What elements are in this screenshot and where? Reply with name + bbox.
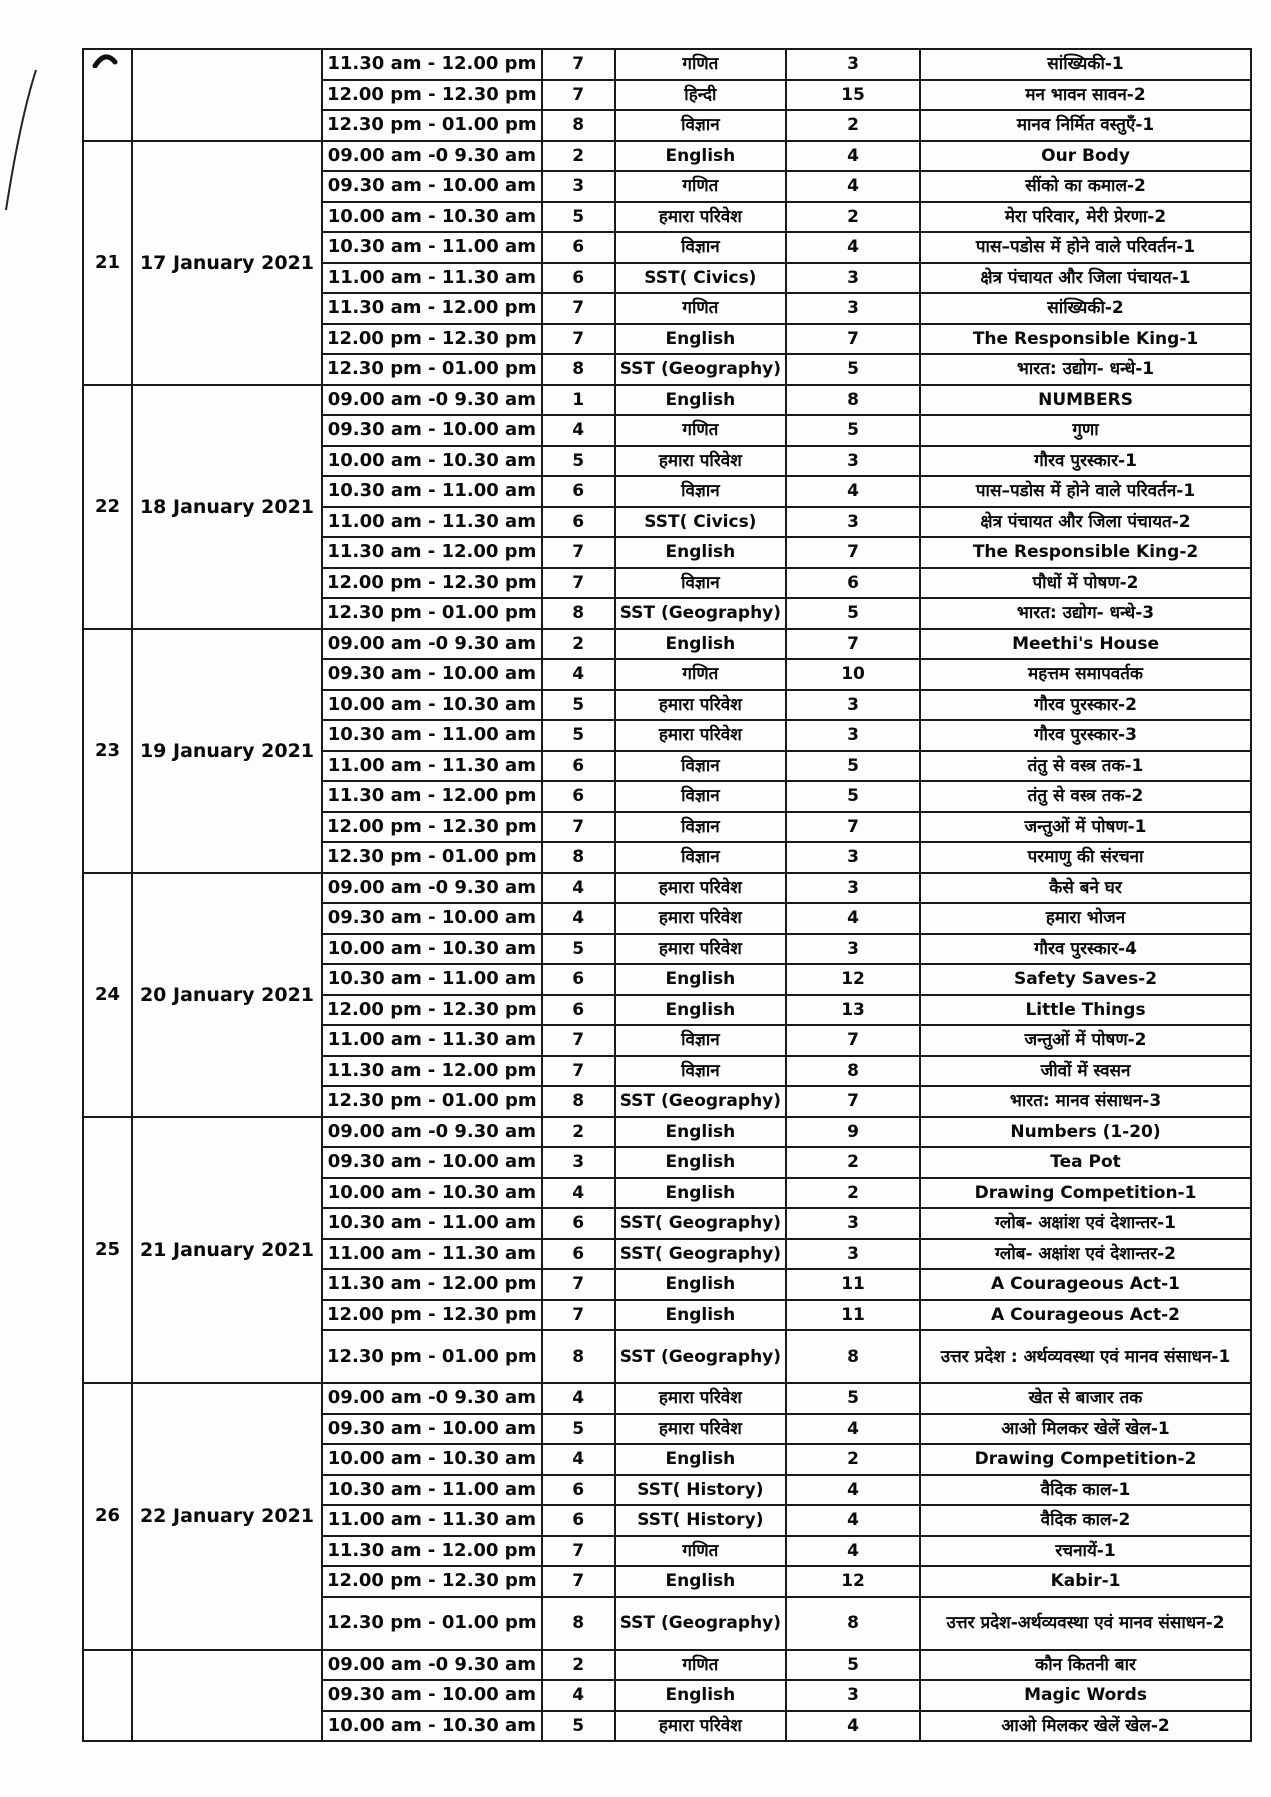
chapter-cell: 5 <box>786 781 920 812</box>
chapter-cell: 3 <box>786 507 920 538</box>
time-slot-cell: 10.30 am - 11.00 am <box>322 964 542 995</box>
subject-cell: English <box>615 1444 786 1475</box>
class-cell: 5 <box>542 202 615 233</box>
table-row <box>83 141 1251 172</box>
topic-cell: गौरव पुरस्कार-3 <box>920 720 1251 751</box>
class-cell: 6 <box>542 1475 615 1506</box>
table-row <box>83 1650 1251 1681</box>
topic-cell: A Courageous Act-1 <box>920 1269 1251 1300</box>
subject-cell: विज्ञान <box>615 110 786 141</box>
topic-cell: मेरा परिवार, मेरी प्रेरणा-2 <box>920 202 1251 233</box>
class-cell: 6 <box>542 964 615 995</box>
chapter-cell: 13 <box>786 995 920 1026</box>
topic-cell: भारत: मानव संसाधन-3 <box>920 1086 1251 1117</box>
subject-cell: SST (Geography) <box>615 1086 786 1117</box>
time-slot-cell: 09.00 am -0 9.30 am <box>322 873 542 904</box>
time-slot-cell: 11.30 am - 12.00 pm <box>322 1269 542 1300</box>
chapter-cell: 3 <box>786 1239 920 1270</box>
time-slot-cell: 11.00 am - 11.30 am <box>322 507 542 538</box>
chapter-cell: 2 <box>786 1178 920 1209</box>
topic-cell: उत्तर प्रदेश : अर्थव्यवस्था एवं मानव संसाधन-1 <box>920 1330 1251 1383</box>
date-cell: 21 January 2021 <box>132 1117 322 1384</box>
subject-cell: हिन्दी <box>615 80 786 111</box>
chapter-cell: 3 <box>786 690 920 721</box>
table-row <box>83 1383 1251 1414</box>
subject-cell: English <box>615 1566 786 1597</box>
class-cell: 8 <box>542 1330 615 1383</box>
topic-cell: NUMBERS <box>920 385 1251 416</box>
topic-cell: आओ मिलकर खेलें खेल-2 <box>920 1711 1251 1742</box>
date-cell: 22 January 2021 <box>132 1383 322 1650</box>
subject-cell: गणित <box>615 171 786 202</box>
class-cell: 7 <box>542 324 615 355</box>
time-slot-cell: 11.00 am - 11.30 am <box>322 1025 542 1056</box>
time-slot-cell: 12.00 pm - 12.30 pm <box>322 812 542 843</box>
time-slot-cell: 10.00 am - 10.30 am <box>322 1711 542 1742</box>
chapter-cell: 4 <box>786 903 920 934</box>
subject-cell: SST( Geography) <box>615 1208 786 1239</box>
class-cell: 3 <box>542 1147 615 1178</box>
class-cell: 5 <box>542 690 615 721</box>
time-slot-cell: 11.30 am - 12.00 pm <box>322 49 542 80</box>
topic-cell: ग्लोब- अक्षांश एवं देशान्तर-1 <box>920 1208 1251 1239</box>
class-cell: 2 <box>542 1117 615 1148</box>
class-cell: 4 <box>542 659 615 690</box>
time-slot-cell: 11.30 am - 12.00 pm <box>322 781 542 812</box>
chapter-cell: 2 <box>786 202 920 233</box>
topic-cell: Tea Pot <box>920 1147 1251 1178</box>
subject-cell: विज्ञान <box>615 812 786 843</box>
table-row <box>83 49 1251 80</box>
chapter-cell: 3 <box>786 293 920 324</box>
chapter-cell: 7 <box>786 812 920 843</box>
time-slot-cell: 10.00 am - 10.30 am <box>322 1444 542 1475</box>
topic-cell: सींको का कमाल-2 <box>920 171 1251 202</box>
topic-cell: गौरव पुरस्कार-2 <box>920 690 1251 721</box>
table-row <box>83 385 1251 416</box>
class-cell: 6 <box>542 1239 615 1270</box>
serial-number-cell: 22 <box>83 385 132 629</box>
chapter-cell: 6 <box>786 568 920 599</box>
time-slot-cell: 11.00 am - 11.30 am <box>322 263 542 294</box>
time-slot-cell: 12.00 pm - 12.30 pm <box>322 324 542 355</box>
class-cell: 7 <box>542 1025 615 1056</box>
serial-number-cell: 25 <box>83 1117 132 1384</box>
class-cell: 8 <box>542 1597 615 1650</box>
subject-cell: SST( Civics) <box>615 263 786 294</box>
topic-cell: क्षेत्र पंचायत और जिला पंचायत-2 <box>920 507 1251 538</box>
topic-cell: Meethi's House <box>920 629 1251 660</box>
class-cell: 8 <box>542 598 615 629</box>
topic-cell: Drawing Competition-2 <box>920 1444 1251 1475</box>
class-cell: 6 <box>542 1208 615 1239</box>
topic-cell: मानव निर्मित वस्तुएँ-1 <box>920 110 1251 141</box>
scan-mark-icon <box>0 60 40 220</box>
time-slot-cell: 09.30 am - 10.00 am <box>322 1414 542 1445</box>
chapter-cell: 7 <box>786 629 920 660</box>
time-slot-cell: 09.30 am - 10.00 am <box>322 171 542 202</box>
chapter-cell: 4 <box>786 171 920 202</box>
subject-cell: English <box>615 995 786 1026</box>
topic-cell: उत्तर प्रदेश-अर्थव्यवस्था एवं मानव संसाधन-2 <box>920 1597 1251 1650</box>
subject-cell: विज्ञान <box>615 781 786 812</box>
time-slot-cell: 11.30 am - 12.00 pm <box>322 1056 542 1087</box>
chapter-cell: 9 <box>786 1117 920 1148</box>
serial-number-cell: 26 <box>83 1383 132 1650</box>
subject-cell: हमारा परिवेश <box>615 1414 786 1445</box>
subject-cell: विज्ञान <box>615 1025 786 1056</box>
subject-cell: हमारा परिवेश <box>615 1711 786 1742</box>
time-slot-cell: 10.00 am - 10.30 am <box>322 1178 542 1209</box>
chapter-cell: 4 <box>786 1505 920 1536</box>
subject-cell: SST( Geography) <box>615 1239 786 1270</box>
subject-cell: English <box>615 1680 786 1711</box>
class-cell: 7 <box>542 568 615 599</box>
subject-cell: English <box>615 141 786 172</box>
date-cell <box>132 49 322 141</box>
chapter-cell: 7 <box>786 537 920 568</box>
chapter-cell: 3 <box>786 49 920 80</box>
chapter-cell: 2 <box>786 1147 920 1178</box>
class-cell: 7 <box>542 293 615 324</box>
topic-cell: सांख्यिकी-2 <box>920 293 1251 324</box>
time-slot-cell: 12.30 pm - 01.00 pm <box>322 1086 542 1117</box>
class-cell: 6 <box>542 751 615 782</box>
subject-cell: English <box>615 1300 786 1331</box>
topic-cell: Little Things <box>920 995 1251 1026</box>
class-cell: 7 <box>542 1269 615 1300</box>
subject-cell: English <box>615 324 786 355</box>
class-cell: 2 <box>542 1650 615 1681</box>
time-slot-cell: 11.00 am - 11.30 am <box>322 1505 542 1536</box>
time-slot-cell: 12.00 pm - 12.30 pm <box>322 568 542 599</box>
chapter-cell: 5 <box>786 1650 920 1681</box>
subject-cell: विज्ञान <box>615 842 786 873</box>
topic-cell: महत्तम समापवर्तक <box>920 659 1251 690</box>
topic-cell: कैसे बने घर <box>920 873 1251 904</box>
time-slot-cell: 11.30 am - 12.00 pm <box>322 293 542 324</box>
chapter-cell: 2 <box>786 1444 920 1475</box>
subject-cell: हमारा परिवेश <box>615 720 786 751</box>
topic-cell: पास–पडोस में होने वाले परिवर्तन-1 <box>920 476 1251 507</box>
chapter-cell: 7 <box>786 1025 920 1056</box>
topic-cell: Drawing Competition-1 <box>920 1178 1251 1209</box>
topic-cell: जीवों में स्वसन <box>920 1056 1251 1087</box>
topic-cell: गुणा <box>920 415 1251 446</box>
class-cell: 8 <box>542 1086 615 1117</box>
class-cell: 4 <box>542 1383 615 1414</box>
topic-cell: आओ मिलकर खेलें खेल-1 <box>920 1414 1251 1445</box>
chapter-cell: 4 <box>786 1711 920 1742</box>
class-cell: 4 <box>542 415 615 446</box>
topic-cell: गौरव पुरस्कार-1 <box>920 446 1251 477</box>
time-slot-cell: 12.30 pm - 01.00 pm <box>322 1597 542 1650</box>
topic-cell: भारत: उद्योग- धन्धे-1 <box>920 354 1251 385</box>
chapter-cell: 8 <box>786 1597 920 1650</box>
topic-cell: क्षेत्र पंचायत और जिला पंचायत-1 <box>920 263 1251 294</box>
date-cell: 20 January 2021 <box>132 873 322 1117</box>
broadcast-schedule-table <box>82 48 1252 1742</box>
subject-cell: हमारा परिवेश <box>615 202 786 233</box>
chapter-cell: 3 <box>786 1680 920 1711</box>
topic-cell: ग्लोब- अक्षांश एवं देशान्तर-2 <box>920 1239 1251 1270</box>
class-cell: 7 <box>542 1566 615 1597</box>
topic-cell: सांख्यिकी-1 <box>920 49 1251 80</box>
subject-cell: SST (Geography) <box>615 1597 786 1650</box>
chapter-cell: 3 <box>786 446 920 477</box>
time-slot-cell: 12.30 pm - 01.00 pm <box>322 842 542 873</box>
topic-cell: मन भावन सावन-2 <box>920 80 1251 111</box>
time-slot-cell: 09.30 am - 10.00 am <box>322 659 542 690</box>
chapter-cell: 5 <box>786 598 920 629</box>
time-slot-cell: 10.30 am - 11.00 am <box>322 232 542 263</box>
class-cell: 5 <box>542 720 615 751</box>
topic-cell: Safety Saves-2 <box>920 964 1251 995</box>
chapter-cell: 3 <box>786 842 920 873</box>
subject-cell: English <box>615 1269 786 1300</box>
chapter-cell: 5 <box>786 354 920 385</box>
time-slot-cell: 10.00 am - 10.30 am <box>322 202 542 233</box>
topic-cell: Magic Words <box>920 1680 1251 1711</box>
class-cell: 8 <box>542 354 615 385</box>
time-slot-cell: 09.00 am -0 9.30 am <box>322 1117 542 1148</box>
time-slot-cell: 12.30 pm - 01.00 pm <box>322 110 542 141</box>
topic-cell: तंतु से वस्त्र तक-2 <box>920 781 1251 812</box>
topic-cell: हमारा भोजन <box>920 903 1251 934</box>
chapter-cell: 4 <box>786 232 920 263</box>
class-cell: 7 <box>542 1300 615 1331</box>
topic-cell: Our Body <box>920 141 1251 172</box>
class-cell: 6 <box>542 1505 615 1536</box>
class-cell: 6 <box>542 263 615 294</box>
class-cell: 4 <box>542 903 615 934</box>
class-cell: 4 <box>542 1444 615 1475</box>
time-slot-cell: 12.30 pm - 01.00 pm <box>322 354 542 385</box>
chapter-cell: 7 <box>786 324 920 355</box>
subject-cell: गणित <box>615 1536 786 1567</box>
topic-cell: भारत: उद्योग- धन्धे-3 <box>920 598 1251 629</box>
subject-cell: SST( Civics) <box>615 507 786 538</box>
time-slot-cell: 12.00 pm - 12.30 pm <box>322 80 542 111</box>
topic-cell: कौन कितनी बार <box>920 1650 1251 1681</box>
chapter-cell: 3 <box>786 263 920 294</box>
serial-number-cell <box>83 49 132 141</box>
chapter-cell: 8 <box>786 1330 920 1383</box>
chapter-cell: 10 <box>786 659 920 690</box>
topic-cell: The Responsible King-1 <box>920 324 1251 355</box>
subject-cell: English <box>615 629 786 660</box>
time-slot-cell: 09.00 am -0 9.30 am <box>322 1383 542 1414</box>
class-cell: 4 <box>542 873 615 904</box>
time-slot-cell: 09.00 am -0 9.30 am <box>322 385 542 416</box>
time-slot-cell: 10.30 am - 11.00 am <box>322 476 542 507</box>
chapter-cell: 15 <box>786 80 920 111</box>
time-slot-cell: 09.30 am - 10.00 am <box>322 415 542 446</box>
class-cell: 6 <box>542 781 615 812</box>
topic-cell: पास–पडोस में होने वाले परिवर्तन-1 <box>920 232 1251 263</box>
subject-cell: English <box>615 1147 786 1178</box>
subject-cell: विज्ञान <box>615 1056 786 1087</box>
chapter-cell: 3 <box>786 1208 920 1239</box>
time-slot-cell: 10.00 am - 10.30 am <box>322 934 542 965</box>
time-slot-cell: 09.00 am -0 9.30 am <box>322 141 542 172</box>
class-cell: 6 <box>542 995 615 1026</box>
class-cell: 6 <box>542 476 615 507</box>
chapter-cell: 12 <box>786 964 920 995</box>
subject-cell: हमारा परिवेश <box>615 934 786 965</box>
chapter-cell: 3 <box>786 934 920 965</box>
chapter-cell: 4 <box>786 141 920 172</box>
topic-cell: गौरव पुरस्कार-4 <box>920 934 1251 965</box>
time-slot-cell: 11.00 am - 11.30 am <box>322 1239 542 1270</box>
chapter-cell: 5 <box>786 751 920 782</box>
subject-cell: SST( History) <box>615 1475 786 1506</box>
time-slot-cell: 11.30 am - 12.00 pm <box>322 1536 542 1567</box>
topic-cell: परमाणु की संरचना <box>920 842 1251 873</box>
subject-cell: English <box>615 1117 786 1148</box>
subject-cell: गणित <box>615 415 786 446</box>
chapter-cell: 4 <box>786 1536 920 1567</box>
time-slot-cell: 12.00 pm - 12.30 pm <box>322 1566 542 1597</box>
topic-cell: तंतु से वस्त्र तक-1 <box>920 751 1251 782</box>
subject-cell: हमारा परिवेश <box>615 446 786 477</box>
time-slot-cell: 12.30 pm - 01.00 pm <box>322 1330 542 1383</box>
subject-cell: हमारा परिवेश <box>615 903 786 934</box>
date-cell: 18 January 2021 <box>132 385 322 629</box>
topic-cell: The Responsible King-2 <box>920 537 1251 568</box>
class-cell: 7 <box>542 1056 615 1087</box>
time-slot-cell: 10.30 am - 11.00 am <box>322 1475 542 1506</box>
subject-cell: हमारा परिवेश <box>615 873 786 904</box>
chapter-cell: 11 <box>786 1269 920 1300</box>
chapter-cell: 2 <box>786 110 920 141</box>
subject-cell: गणित <box>615 659 786 690</box>
class-cell: 7 <box>542 812 615 843</box>
topic-cell: Numbers (1-20) <box>920 1117 1251 1148</box>
class-cell: 2 <box>542 629 615 660</box>
date-cell: 17 January 2021 <box>132 141 322 385</box>
time-slot-cell: 09.00 am -0 9.30 am <box>322 629 542 660</box>
time-slot-cell: 09.30 am - 10.00 am <box>322 1680 542 1711</box>
time-slot-cell: 11.30 am - 12.00 pm <box>322 537 542 568</box>
class-cell: 1 <box>542 385 615 416</box>
time-slot-cell: 11.00 am - 11.30 am <box>322 751 542 782</box>
subject-cell: SST (Geography) <box>615 598 786 629</box>
class-cell: 7 <box>542 537 615 568</box>
class-cell: 8 <box>542 110 615 141</box>
class-cell: 5 <box>542 446 615 477</box>
chapter-cell: 7 <box>786 1086 920 1117</box>
serial-number-cell <box>83 1650 132 1742</box>
subject-cell: गणित <box>615 49 786 80</box>
time-slot-cell: 12.30 pm - 01.00 pm <box>322 598 542 629</box>
topic-cell: वैदिक काल-2 <box>920 1505 1251 1536</box>
topic-cell: A Courageous Act-2 <box>920 1300 1251 1331</box>
topic-cell: खेत से बाजार तक <box>920 1383 1251 1414</box>
subject-cell: विज्ञान <box>615 232 786 263</box>
class-cell: 5 <box>542 1414 615 1445</box>
serial-number-cell: 23 <box>83 629 132 873</box>
subject-cell: गणित <box>615 293 786 324</box>
topic-cell: जन्तुओं में पोषण-1 <box>920 812 1251 843</box>
time-slot-cell: 09.30 am - 10.00 am <box>322 1147 542 1178</box>
serial-number-cell: 21 <box>83 141 132 385</box>
class-cell: 4 <box>542 1178 615 1209</box>
topic-cell: जन्तुओं में पोषण-2 <box>920 1025 1251 1056</box>
class-cell: 3 <box>542 171 615 202</box>
subject-cell: हमारा परिवेश <box>615 1383 786 1414</box>
time-slot-cell: 10.30 am - 11.00 am <box>322 1208 542 1239</box>
subject-cell: English <box>615 964 786 995</box>
class-cell: 8 <box>542 842 615 873</box>
date-cell: 19 January 2021 <box>132 629 322 873</box>
subject-cell: विज्ञान <box>615 476 786 507</box>
class-cell: 4 <box>542 1680 615 1711</box>
table-row <box>83 629 1251 660</box>
chapter-cell: 11 <box>786 1300 920 1331</box>
date-cell <box>132 1650 322 1742</box>
subject-cell: हमारा परिवेश <box>615 690 786 721</box>
topic-cell: रचनायें-1 <box>920 1536 1251 1567</box>
chapter-cell: 12 <box>786 1566 920 1597</box>
chapter-cell: 4 <box>786 1475 920 1506</box>
time-slot-cell: 10.00 am - 10.30 am <box>322 690 542 721</box>
subject-cell: गणित <box>615 1650 786 1681</box>
time-slot-cell: 09.30 am - 10.00 am <box>322 903 542 934</box>
time-slot-cell: 12.00 pm - 12.30 pm <box>322 1300 542 1331</box>
subject-cell: English <box>615 1178 786 1209</box>
chapter-cell: 3 <box>786 720 920 751</box>
chapter-cell: 5 <box>786 1383 920 1414</box>
chapter-cell: 8 <box>786 385 920 416</box>
table-row <box>83 873 1251 904</box>
subject-cell: विज्ञान <box>615 751 786 782</box>
class-cell: 5 <box>542 1711 615 1742</box>
class-cell: 6 <box>542 507 615 538</box>
chapter-cell: 3 <box>786 873 920 904</box>
subject-cell: विज्ञान <box>615 568 786 599</box>
chapter-cell: 5 <box>786 415 920 446</box>
subject-cell: English <box>615 385 786 416</box>
time-slot-cell: 12.00 pm - 12.30 pm <box>322 995 542 1026</box>
class-cell: 6 <box>542 232 615 263</box>
chapter-cell: 4 <box>786 1414 920 1445</box>
class-cell: 7 <box>542 49 615 80</box>
class-cell: 5 <box>542 934 615 965</box>
subject-cell: SST (Geography) <box>615 354 786 385</box>
class-cell: 2 <box>542 141 615 172</box>
subject-cell: SST( History) <box>615 1505 786 1536</box>
chapter-cell: 8 <box>786 1056 920 1087</box>
time-slot-cell: 10.30 am - 11.00 am <box>322 720 542 751</box>
table-row <box>83 1117 1251 1148</box>
topic-cell: पौधों में पोषण-2 <box>920 568 1251 599</box>
class-cell: 7 <box>542 80 615 111</box>
time-slot-cell: 10.00 am - 10.30 am <box>322 446 542 477</box>
class-cell: 7 <box>542 1536 615 1567</box>
subject-cell: English <box>615 537 786 568</box>
serial-number-cell: 24 <box>83 873 132 1117</box>
subject-cell: SST (Geography) <box>615 1330 786 1383</box>
topic-cell: वैदिक काल-1 <box>920 1475 1251 1506</box>
topic-cell: Kabir-1 <box>920 1566 1251 1597</box>
chapter-cell: 4 <box>786 476 920 507</box>
time-slot-cell: 09.00 am -0 9.30 am <box>322 1650 542 1681</box>
